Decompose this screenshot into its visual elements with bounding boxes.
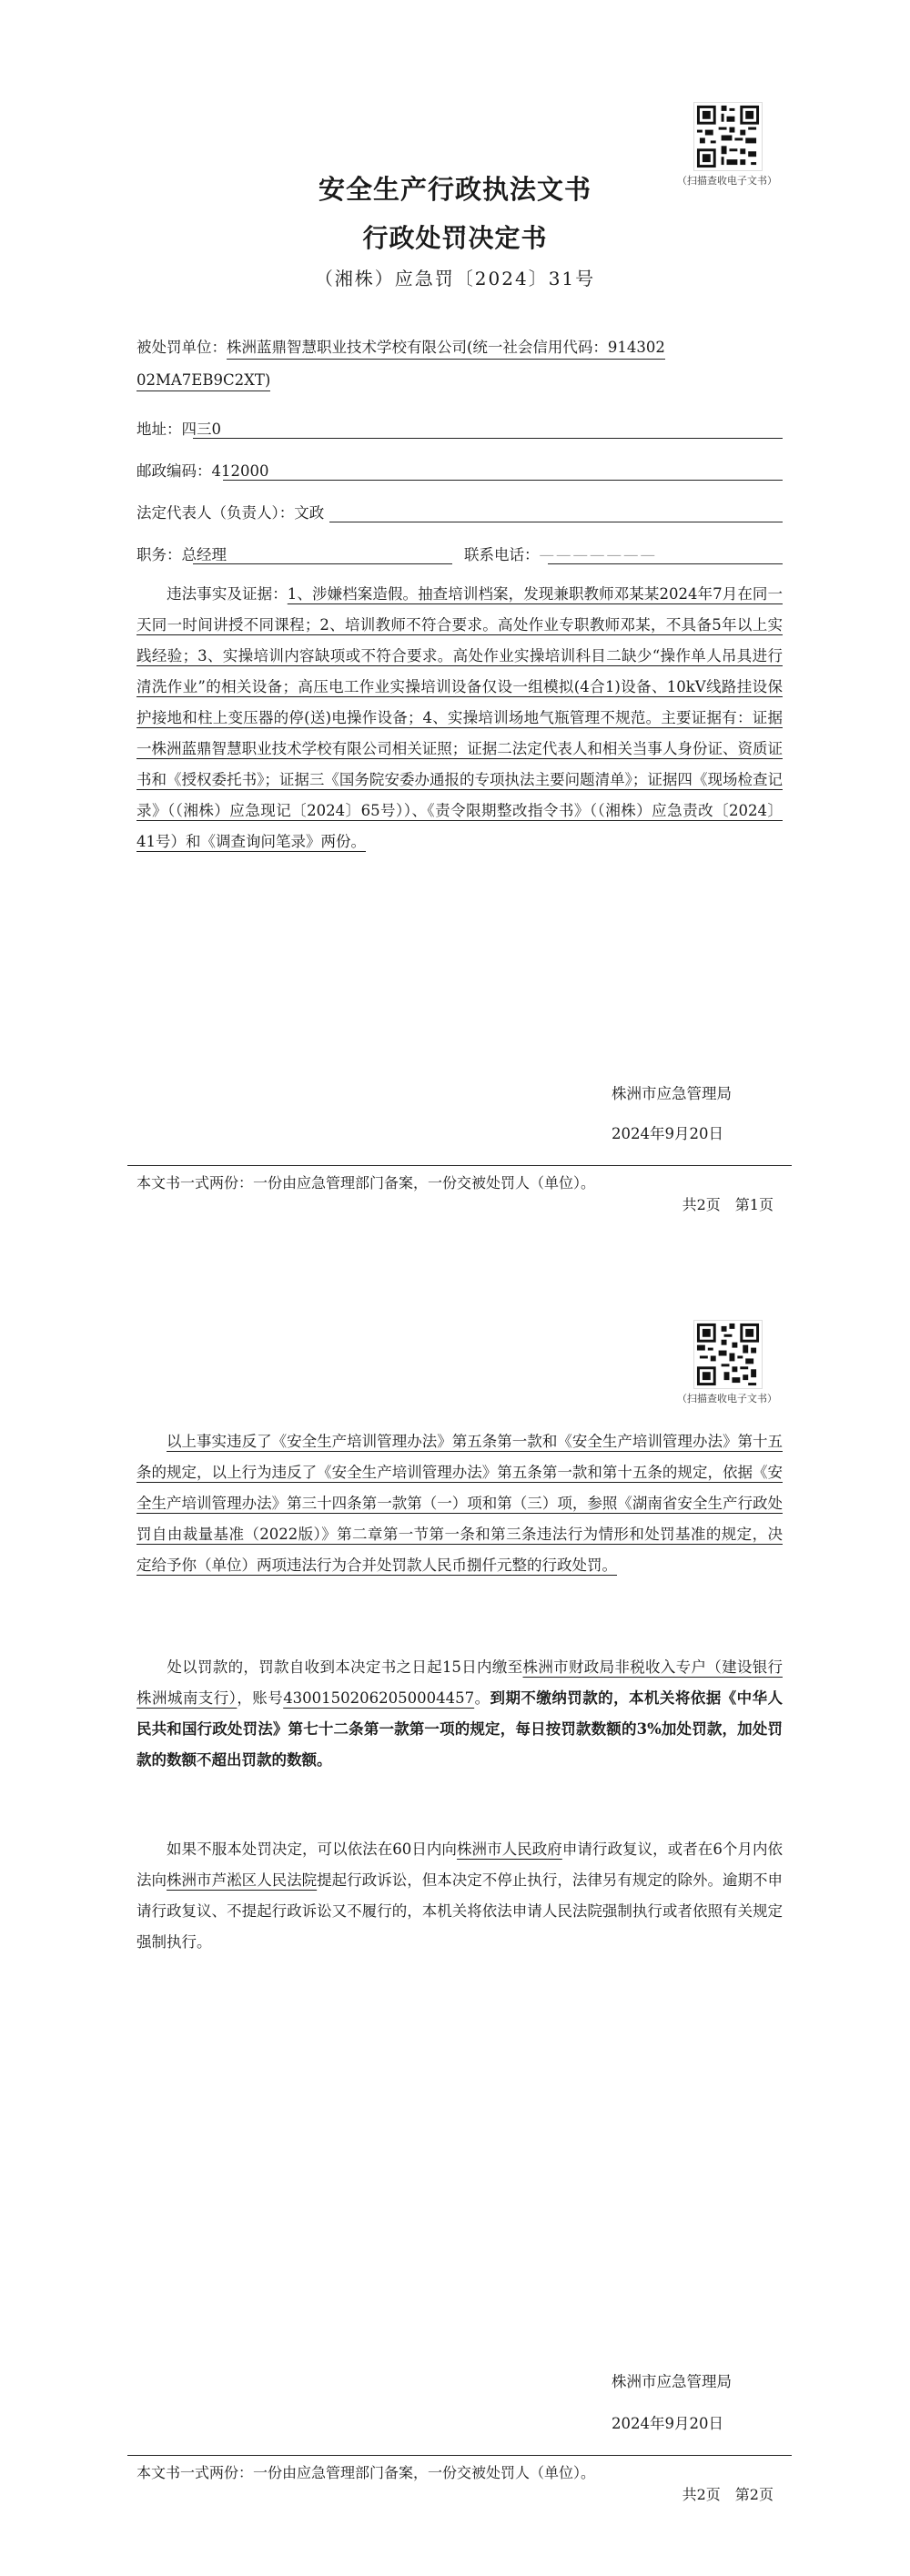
postcode-label: 邮政编码： [136,462,212,480]
account-number: 43001502062050004457 [283,1689,475,1707]
payment-text-d: 。 [474,1689,490,1707]
appeal-court: 株洲市芦淞区人民法院 [167,1871,318,1889]
qr-code-icon[interactable] [693,1320,763,1389]
phone-value: ——————— [539,546,657,563]
phone-label: 联系电话： [464,546,540,563]
appeal-government: 株洲市人民政府 [456,1841,562,1858]
penalized-unit-label: 被处罚单位： [136,339,227,356]
position-row [136,543,227,564]
payment-account-name: 株洲市财政局非税收入专户（建设银行株洲城南支行） [136,1658,783,1707]
doc-category-title: 安全生产行政执法文书 [318,174,592,205]
issuing-agency: 株洲市应急管理局 [612,2373,732,2390]
violation-facts [136,579,783,857]
phone-underline [548,563,783,564]
doc-number: （湘株）应急罚〔2024〕31号 [314,268,596,289]
facts-lead: 违法事实及证据： [167,585,288,603]
legal-rep-value: 文政 [294,504,325,522]
address-label: 地址： [136,421,182,438]
payment-text-c: ，账号 [237,1689,284,1707]
page-2 [0,1288,910,2576]
phone-row [464,543,657,564]
qr-caption: （扫描查收电子文书） [677,1393,777,1405]
legal-rep-label: 法定代表人（负责人）： [136,504,295,522]
issue-date: 2024年9月20日 [612,1125,723,1142]
payment-paragraph [136,1652,783,1776]
doc-type-title: 行政处罚决定书 [362,223,548,253]
position-value: 总经理 [181,546,227,563]
credit-code-tail: 02MA7EB9C2XT) [136,371,270,391]
address-row [136,417,221,439]
footer-rule [127,1165,792,1166]
footer-note: 本文书一式两份：一份由应急管理部门备案，一份交被处罚人（单位）。 [136,2464,596,2481]
footer-note: 本文书一式两份：一份由应急管理部门备案，一份交被处罚人（单位）。 [136,1174,596,1192]
penalized-unit-value: 株洲蓝鼎智慧职业技术学校有限公司(统一社会信用代码：914302 [227,335,665,360]
qr-code-icon[interactable] [693,102,763,171]
issue-date: 2024年9月20日 [612,2415,723,2432]
position-label: 职务： [136,546,182,563]
postcode-row [136,459,269,481]
page-number-1: 共2页 第1页 [682,1196,774,1213]
footer-rule [127,2455,792,2456]
appeal-text-a: 如果不服本处罚决定，可以依法在60日内向 [167,1841,457,1858]
penalized-unit-line2 [136,371,270,391]
address-underline [193,438,783,439]
appeal-text-b: 申请行政复议，或者在6个月内依法向 [136,1841,784,1889]
address-value: 四三0 [181,421,221,438]
postcode-underline [223,480,783,481]
payment-text-a: 处以罚款的，罚款自收到本决定书之日起15日内缴至 [167,1658,523,1676]
qr-caption: （扫描查收电子文书） [677,175,777,187]
postcode-value: 412000 [211,462,269,480]
legal-rep-row [136,501,324,522]
appeal-paragraph [136,1834,783,1958]
decision-paragraph [136,1426,783,1581]
decision-text: 以上事实违反了《安全生产培训管理办法》第五条第一款和《安全生产培训管理办法》第十五条的规定，以上行为违反了《安全生产培训管理办法》第五条第一款和第十五条的规定，依据《安全生产培训管理办法》第三十四条第一款第（一）项和第（三）项，参照《湖南省安全生产行政处罚自由裁量基准（2022版）》第二章第一节第一条和第三条违法行为情形和处罚基准的规定，决定给予你（单位）两项违法行为合并处罚款人民币捌仟元整的行政处罚。 [136,1433,783,1574]
appeal-text-c: 提起行政诉讼，但本决定不停止执行，法律另有规定的除外。逾期不申请行政复议、不提起行政诉讼又不履行的，本机关将依法申请人民法院强制执行或者依照有关规定强制执行。 [136,1871,784,1951]
penalized-unit-line1 [136,335,665,360]
page-number-2: 共2页 第2页 [682,2486,774,2503]
late-payment-clause: 到期不缴纳罚款的，本机关将依据《中华人民共和国行政处罚法》第七十二条第一款第一项的规定，每日按罚款数额的3%加处罚款，加处罚款的数额不超出罚款的数额。 [136,1689,784,1769]
position-underline [193,563,452,564]
issuing-agency: 株洲市应急管理局 [612,1085,732,1102]
facts-body: 1、涉嫌档案造假。抽查培训档案，发现兼职教师邓某某2024年7月在同一天同一时间讲授不同课程；2、培训教师不符合要求。高处作业专职教师邓某，不具备5年以上实践经验；3、实操培训内容缺项或不符合要求。高处作业实操培训科目二缺少“操作单人吊具进行清洗作业”的相关设备；高压电工作业实操培训设备仅设一组模拟(4合1)设备、10kV线路挂设保护接地和柱上变压器的停(送)电操作设备；4、实操培训场地气瓶管理不规范。主要证据有：证据一株洲蓝鼎智慧职业技术学校有限公司相关证照；证据二法定代表人和相关当事人身份证、资质证书和《授权委托书》；证据三《国务院安委办通报的专项执法主要问题清单》；证据四《现场检查记录》（（湘株）应急现记〔2024〕65号））、《责令限期整改指令书》（（湘株）应急责改〔2024〕41号）和《调查询问笔录》两份。 [136,585,783,850]
